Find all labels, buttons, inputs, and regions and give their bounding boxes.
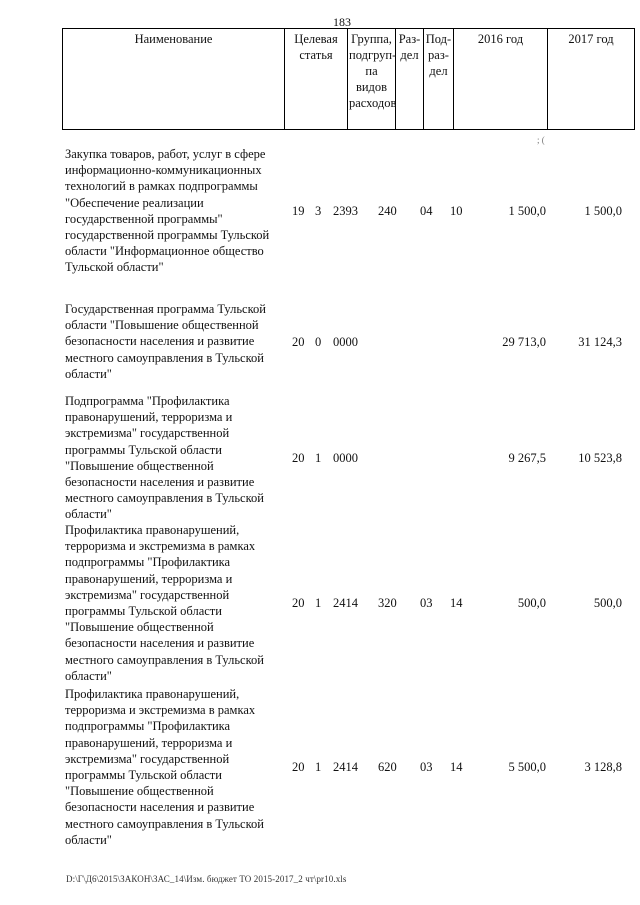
section-code: 03 [420, 760, 433, 774]
row-name-line: подпрограммы "Профилактика [65, 555, 231, 570]
amount-2016: 5 500,0 [508, 760, 546, 774]
row-name-line: области" [65, 507, 112, 522]
section-code: 03 [420, 596, 433, 610]
amount-2017: 10 523,8 [578, 450, 622, 465]
row-name-line: программы Тульской области [65, 442, 222, 457]
subsection-code: 10 [450, 203, 463, 218]
row-name-line: экстремизма" государственной [65, 426, 230, 441]
target-article-part3: 0000 [333, 450, 358, 465]
target-article-part3: 2414 [333, 760, 358, 774]
target-article-part1: 20 [292, 334, 305, 349]
amount-2017: 1 500,0 [584, 203, 622, 218]
row-name-line: государственной программы" [65, 211, 223, 226]
row-name [65, 146, 285, 276]
row-name-line: программы Тульской области [65, 603, 222, 618]
header-target-article: Целевая статья [285, 29, 348, 130]
target-article-part3: 2414 [333, 596, 358, 610]
header-subsection: Под- раз- дел [424, 29, 454, 130]
row-name-line: Тульской области" [65, 260, 164, 275]
row-name-line: местного самоуправления в Тульской [65, 350, 264, 365]
target-article-part2: 0 [315, 334, 322, 349]
page-number: 183 [333, 15, 351, 29]
row-name-line: правонарушений, терроризма и [65, 735, 233, 750]
table-header [62, 28, 635, 130]
row-name-line: государственной программы Тульской [65, 227, 270, 242]
row-name-line: терроризма и экстремизма в рамках [65, 539, 256, 554]
row-name-line: безопасности населения и развитие [65, 636, 255, 651]
target-article-part3: 2393 [333, 203, 358, 218]
row-name-line: "Повышение общественной [65, 458, 214, 473]
header-year-2016: 2016 год [454, 29, 548, 130]
section-code: 04 [420, 203, 433, 218]
row-name [65, 393, 285, 523]
target-article-part2: 1 [315, 760, 322, 774]
row-name-line: программы Тульской области [65, 767, 222, 782]
row-name-line: подпрограммы "Профилактика [65, 719, 231, 734]
row-name-line: "Повышение общественной [65, 784, 214, 799]
group-code: 620 [378, 760, 397, 774]
target-article-part1: 20 [292, 450, 305, 465]
amount-2017: 500,0 [593, 596, 622, 610]
subsection-code: 14 [450, 760, 463, 774]
file-path-footer: D:\Г\Д6\2015\ЗАКОН\ЗАС_14\Изм. бюджет ТО 2015-2017_2 чт\pr10.xls [66, 874, 347, 884]
row-name-line: области "Информационное общество [65, 244, 264, 259]
row-name-line: экстремизма" государственной [65, 751, 230, 766]
target-article-part2: 1 [315, 450, 322, 465]
amount-2016: 500,0 [517, 596, 546, 610]
header-group: Группа, подгруп- па видов расходов [348, 29, 396, 130]
header-year-2017: 2017 год [548, 29, 635, 130]
amount-2016: 29 713,0 [502, 334, 546, 349]
target-article-part3: 0000 [333, 334, 358, 349]
row-name-line: области" [65, 832, 112, 847]
row-name-line: области "Повышение общественной [65, 318, 259, 333]
scan-mark: ; ( [537, 135, 545, 145]
target-article-part1: 20 [292, 760, 305, 774]
row-name-line: информационно-коммуникационных [65, 163, 262, 178]
row-name-line: области" [65, 366, 112, 381]
row-name-line: Государственная программа Тульской [65, 302, 266, 316]
row-name-line: безопасности населения и развитие [65, 334, 255, 349]
row-name-line: терроризма и экстремизма в рамках [65, 703, 256, 718]
row-name-line: области" [65, 668, 112, 683]
row-name [65, 686, 285, 848]
row-name-line: безопасности населения и развитие [65, 800, 255, 815]
target-article-part2: 1 [315, 596, 322, 610]
header-section: Раз- дел [396, 29, 424, 130]
row-name-line: правонарушений, терроризма и [65, 571, 233, 586]
row-name-line: Профилактика правонарушений, [65, 523, 240, 537]
row-name-line: Профилактика правонарушений, [65, 687, 240, 701]
row-name-line: Закупка товаров, работ, услуг в сфере [65, 147, 266, 161]
subsection-code: 14 [450, 596, 463, 610]
group-code: 240 [378, 203, 397, 218]
amount-2017: 3 128,8 [584, 760, 622, 774]
row-name-line: местного самоуправления в Тульской [65, 652, 264, 667]
amount-2016: 9 267,5 [508, 450, 546, 465]
row-name-line: местного самоуправления в Тульской [65, 816, 264, 831]
target-article-part2: 3 [315, 203, 322, 218]
amount-2016: 1 500,0 [508, 203, 546, 218]
group-code: 320 [378, 596, 397, 610]
row-name-line: экстремизма" государственной [65, 587, 230, 602]
amount-2017: 31 124,3 [578, 334, 622, 349]
header-name: Наименование [63, 29, 285, 130]
row-name [65, 522, 285, 684]
row-name-line: Подпрограмма "Профилактика [65, 394, 230, 408]
row-name [65, 301, 285, 382]
row-name-line: "Повышение общественной [65, 620, 214, 635]
target-article-part1: 19 [292, 203, 305, 218]
row-name-line: "Обеспечение реализации [65, 195, 204, 210]
target-article-part1: 20 [292, 596, 305, 610]
row-name-line: технологий в рамках подпрограммы [65, 179, 258, 194]
row-name-line: правонарушений, терроризма и [65, 410, 233, 425]
row-name-line: местного самоуправления в Тульской [65, 491, 264, 506]
row-name-line: безопасности населения и развитие [65, 474, 255, 489]
